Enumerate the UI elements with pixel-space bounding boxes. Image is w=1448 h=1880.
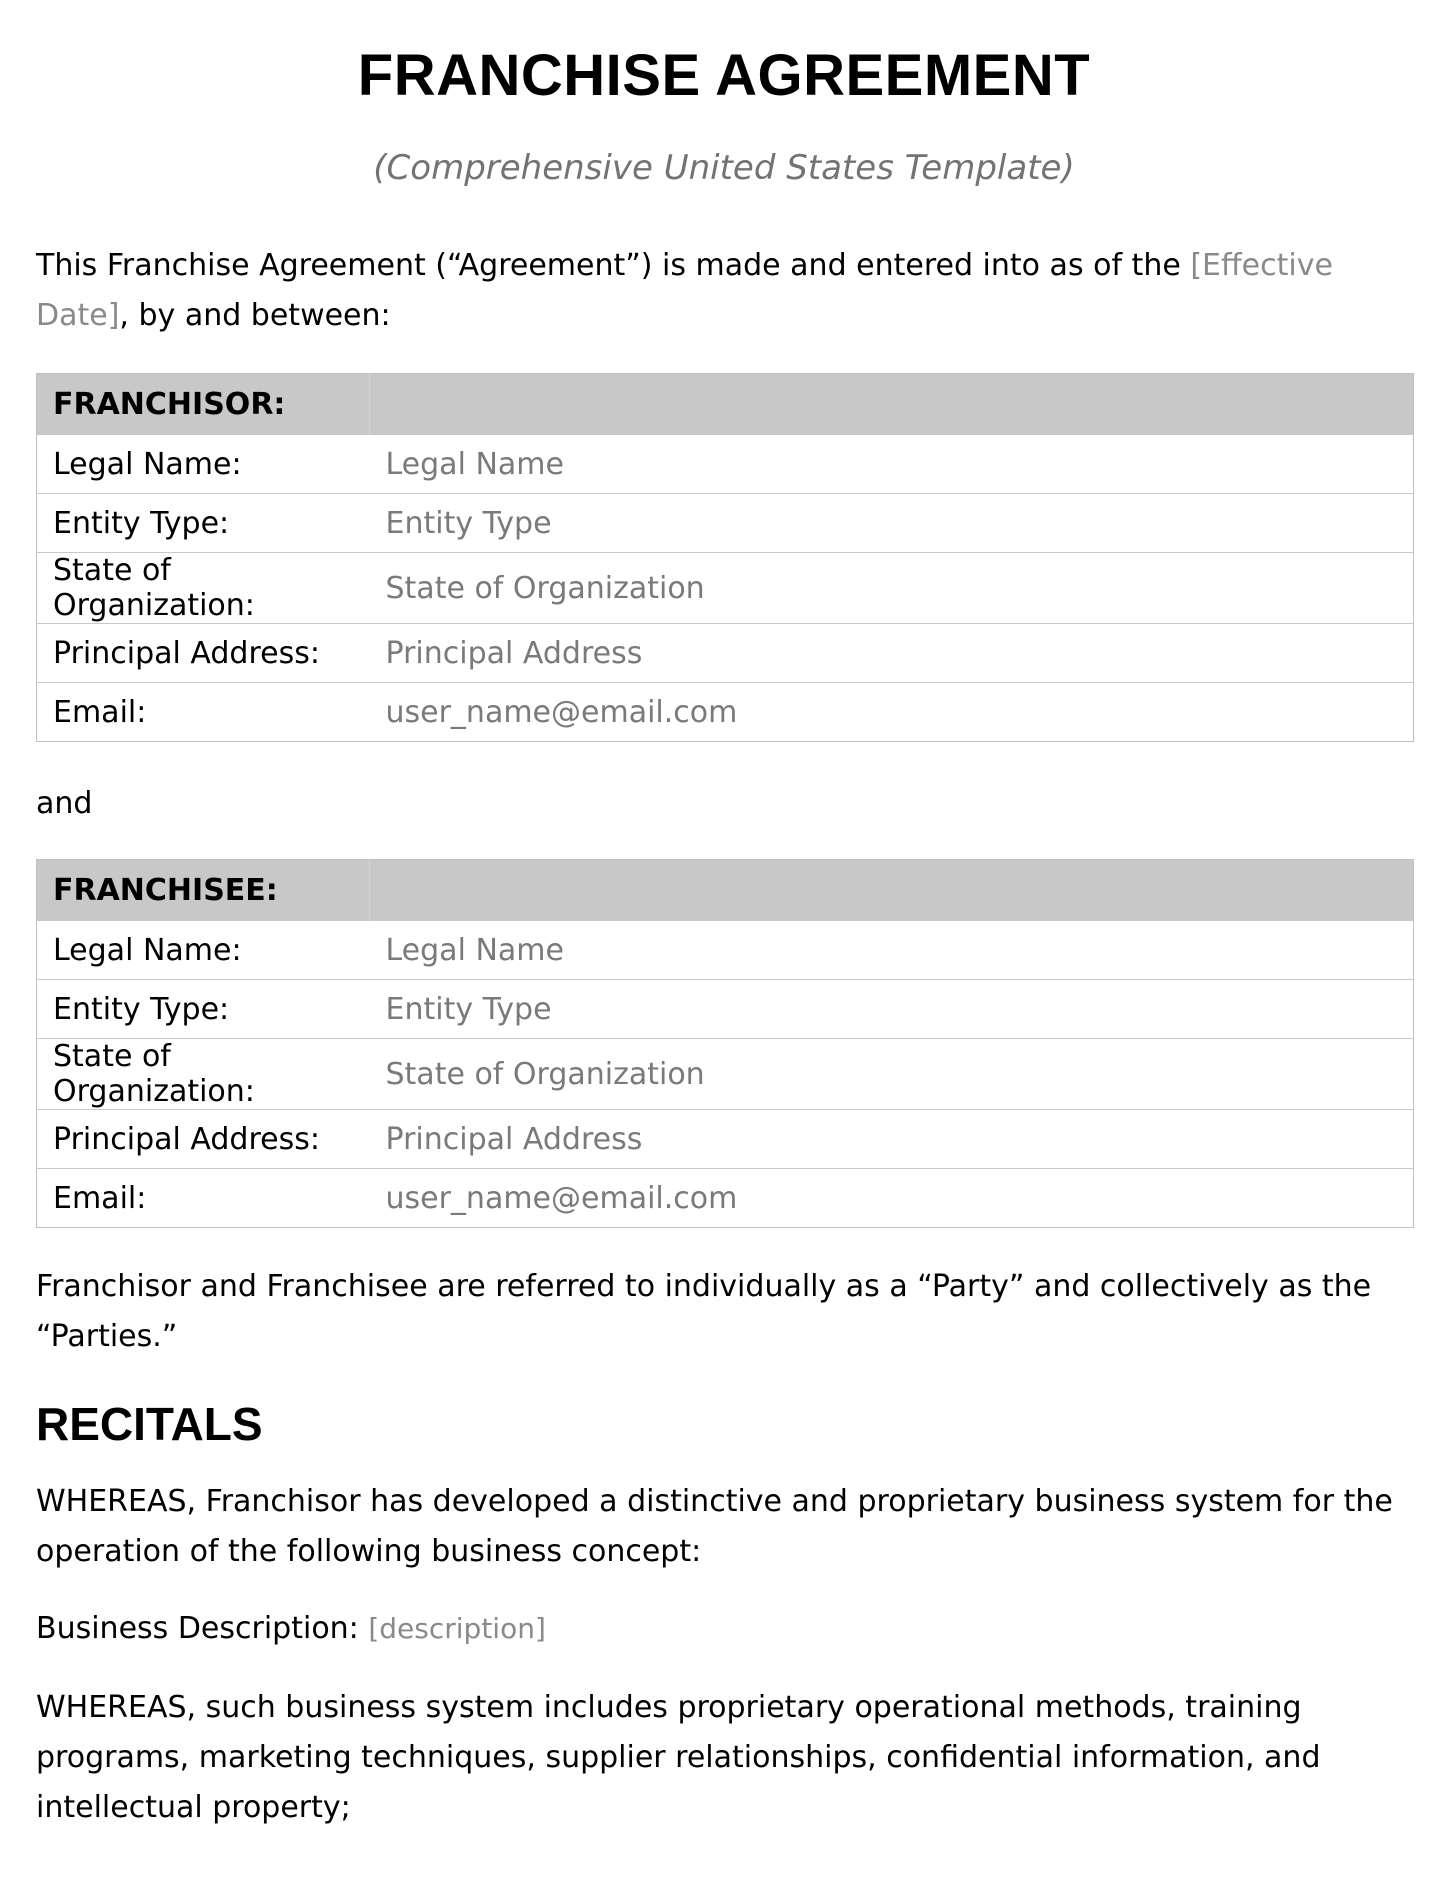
franchisee-legal-name-label: Legal Name: [37, 921, 370, 980]
franchisor-email-label: Email: [37, 683, 370, 742]
franchisee-entity-type-value[interactable]: Entity Type [370, 980, 1414, 1039]
table-row [37, 553, 1414, 624]
table-row [37, 683, 1414, 742]
franchisor-address-label: Principal Address: [37, 624, 370, 683]
franchisor-header-row [37, 374, 1414, 435]
franchisee-legal-name-value[interactable]: Legal Name [370, 921, 1414, 980]
franchisor-entity-type-value[interactable]: Entity Type [370, 494, 1414, 553]
franchisee-email-label: Email: [37, 1169, 370, 1228]
franchisee-header: FRANCHISEE: [37, 860, 370, 921]
intro-text-before: This Franchise Agreement (“Agreement”) is made and entered into as of the [36, 248, 1191, 283]
document-title: FRANCHISE AGREEMENT [357, 43, 1091, 108]
franchisor-legal-name-value[interactable]: Legal Name [370, 435, 1414, 494]
table-row [37, 435, 1414, 494]
document-subtitle: (Comprehensive United States Template) [373, 148, 1075, 188]
business-description-label: Business Description: [36, 1611, 369, 1646]
parties-paragraph: Franchisor and Franchisee are referred to individually as a “Party” and collectively as the “Parties.” [36, 1269, 1372, 1354]
franchisee-state-label: State of Organization: [37, 1039, 370, 1110]
franchisee-state-value[interactable]: State of Organization [370, 1039, 1414, 1110]
franchisor-table [36, 373, 1414, 742]
table-row [37, 1039, 1414, 1110]
franchisee-address-value[interactable]: Principal Address [370, 1110, 1414, 1169]
franchisor-state-value[interactable]: State of Organization [370, 553, 1414, 624]
business-description-placeholder: [description] [368, 1612, 546, 1645]
table-row [37, 1169, 1414, 1228]
franchisee-email-value[interactable]: user_name@email.com [370, 1169, 1414, 1228]
intro-paragraph [36, 241, 1416, 341]
franchisor-header-empty [370, 374, 1414, 435]
franchisor-header: FRANCHISOR: [37, 374, 370, 435]
table-row [37, 1110, 1414, 1169]
franchisee-header-row [37, 860, 1414, 921]
franchisor-entity-type-label: Entity Type: [37, 494, 370, 553]
business-description-line [36, 1604, 1416, 1654]
franchisee-entity-type-label: Entity Type: [37, 980, 370, 1039]
table-row [37, 494, 1414, 553]
recitals-heading: RECITALS [36, 1398, 263, 1450]
intro-text-after: , by and between: [119, 298, 391, 333]
franchisee-table [36, 859, 1414, 1228]
table-row [37, 921, 1414, 980]
franchisor-legal-name-label: Legal Name: [37, 435, 370, 494]
effective-date-placeholder: [Effective Date] [36, 248, 1333, 333]
table-row [37, 980, 1414, 1039]
franchisor-address-value[interactable]: Principal Address [370, 624, 1414, 683]
franchisor-email-value[interactable]: user_name@email.com [370, 683, 1414, 742]
table-row [37, 624, 1414, 683]
whereas-paragraph-2: WHEREAS, such business system includes proprietary operational methods, training programs, marketing techniques, supplier relationships, confidential information, and intellectual property; [36, 1690, 1321, 1825]
franchisor-state-label: State of Organization: [37, 553, 370, 624]
and-text: and [36, 786, 93, 821]
franchisee-header-empty [370, 860, 1414, 921]
franchisee-address-label: Principal Address: [37, 1110, 370, 1169]
whereas-paragraph-1: WHEREAS, Franchisor has developed a distinctive and proprietary business system for the operation of the following business concept: [36, 1484, 1393, 1569]
